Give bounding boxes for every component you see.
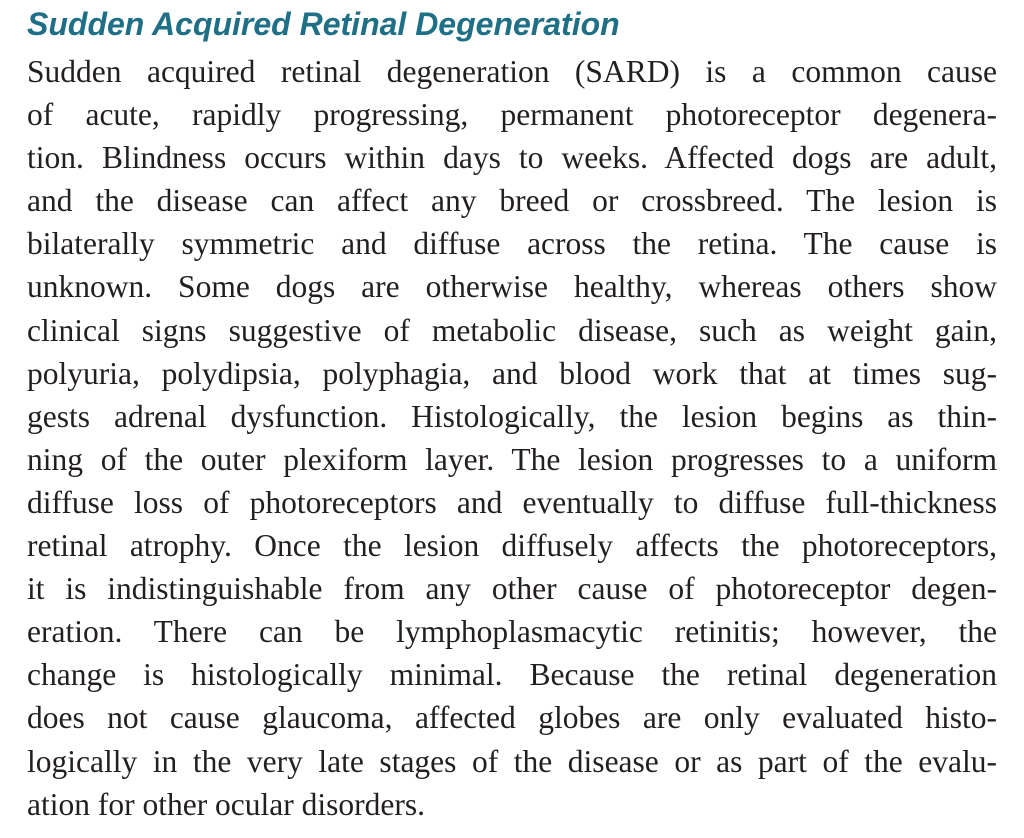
paragraph-line: polyuria, polydipsia, polyphagia, and blood work that at times sug- (27, 355, 997, 391)
paragraph-line: change is histologically minimal. Because the retinal degeneration (27, 657, 997, 693)
paragraph-line: does not cause glaucoma, affected globes are only evaluated histo- (27, 700, 997, 736)
paragraph-line: ation for other ocular disorders. (27, 786, 425, 822)
paragraph-line: retinal atrophy. Once the lesion diffusely affects the photoreceptors, (27, 528, 997, 564)
paragraph-line: gests adrenal dysfunction. Histologically, the lesion begins as thin- (27, 398, 997, 434)
paragraph-line: and the disease can affect any breed or crossbreed. The lesion is (27, 183, 997, 219)
paragraph-line: clinical signs suggestive of metabolic disease, such as weight gain, (27, 312, 997, 348)
paragraph-line: bilaterally symmetric and diffuse across the retina. The cause is (27, 226, 997, 262)
paragraph-line: Sudden acquired retinal degeneration (SARD) is a common cause (27, 54, 997, 89)
paragraph-line: it is indistinguishable from any other cause of photoreceptor degen- (27, 571, 997, 607)
section-heading: Sudden Acquired Retinal Degeneration (27, 6, 620, 42)
paragraph-line: tion. Blindness occurs within days to weeks. Affected dogs are adult, (27, 140, 997, 176)
paragraph-line: eration. There can be lymphoplasmacytic retinitis; however, the (27, 614, 997, 650)
paragraph-line: logically in the very late stages of the disease or as part of the evalu- (27, 743, 997, 779)
paragraph-line: unknown. Some dogs are otherwise healthy, whereas others show (27, 269, 997, 305)
paragraph-line: of acute, rapidly progressing, permanent photoreceptor degenera- (27, 97, 997, 133)
paragraph-line: ning of the outer plexiform layer. The lesion progresses to a uniform (27, 441, 997, 477)
body-paragraph (27, 50, 997, 826)
paragraph-line: diffuse loss of photoreceptors and eventually to diffuse full-thickness (27, 484, 997, 520)
